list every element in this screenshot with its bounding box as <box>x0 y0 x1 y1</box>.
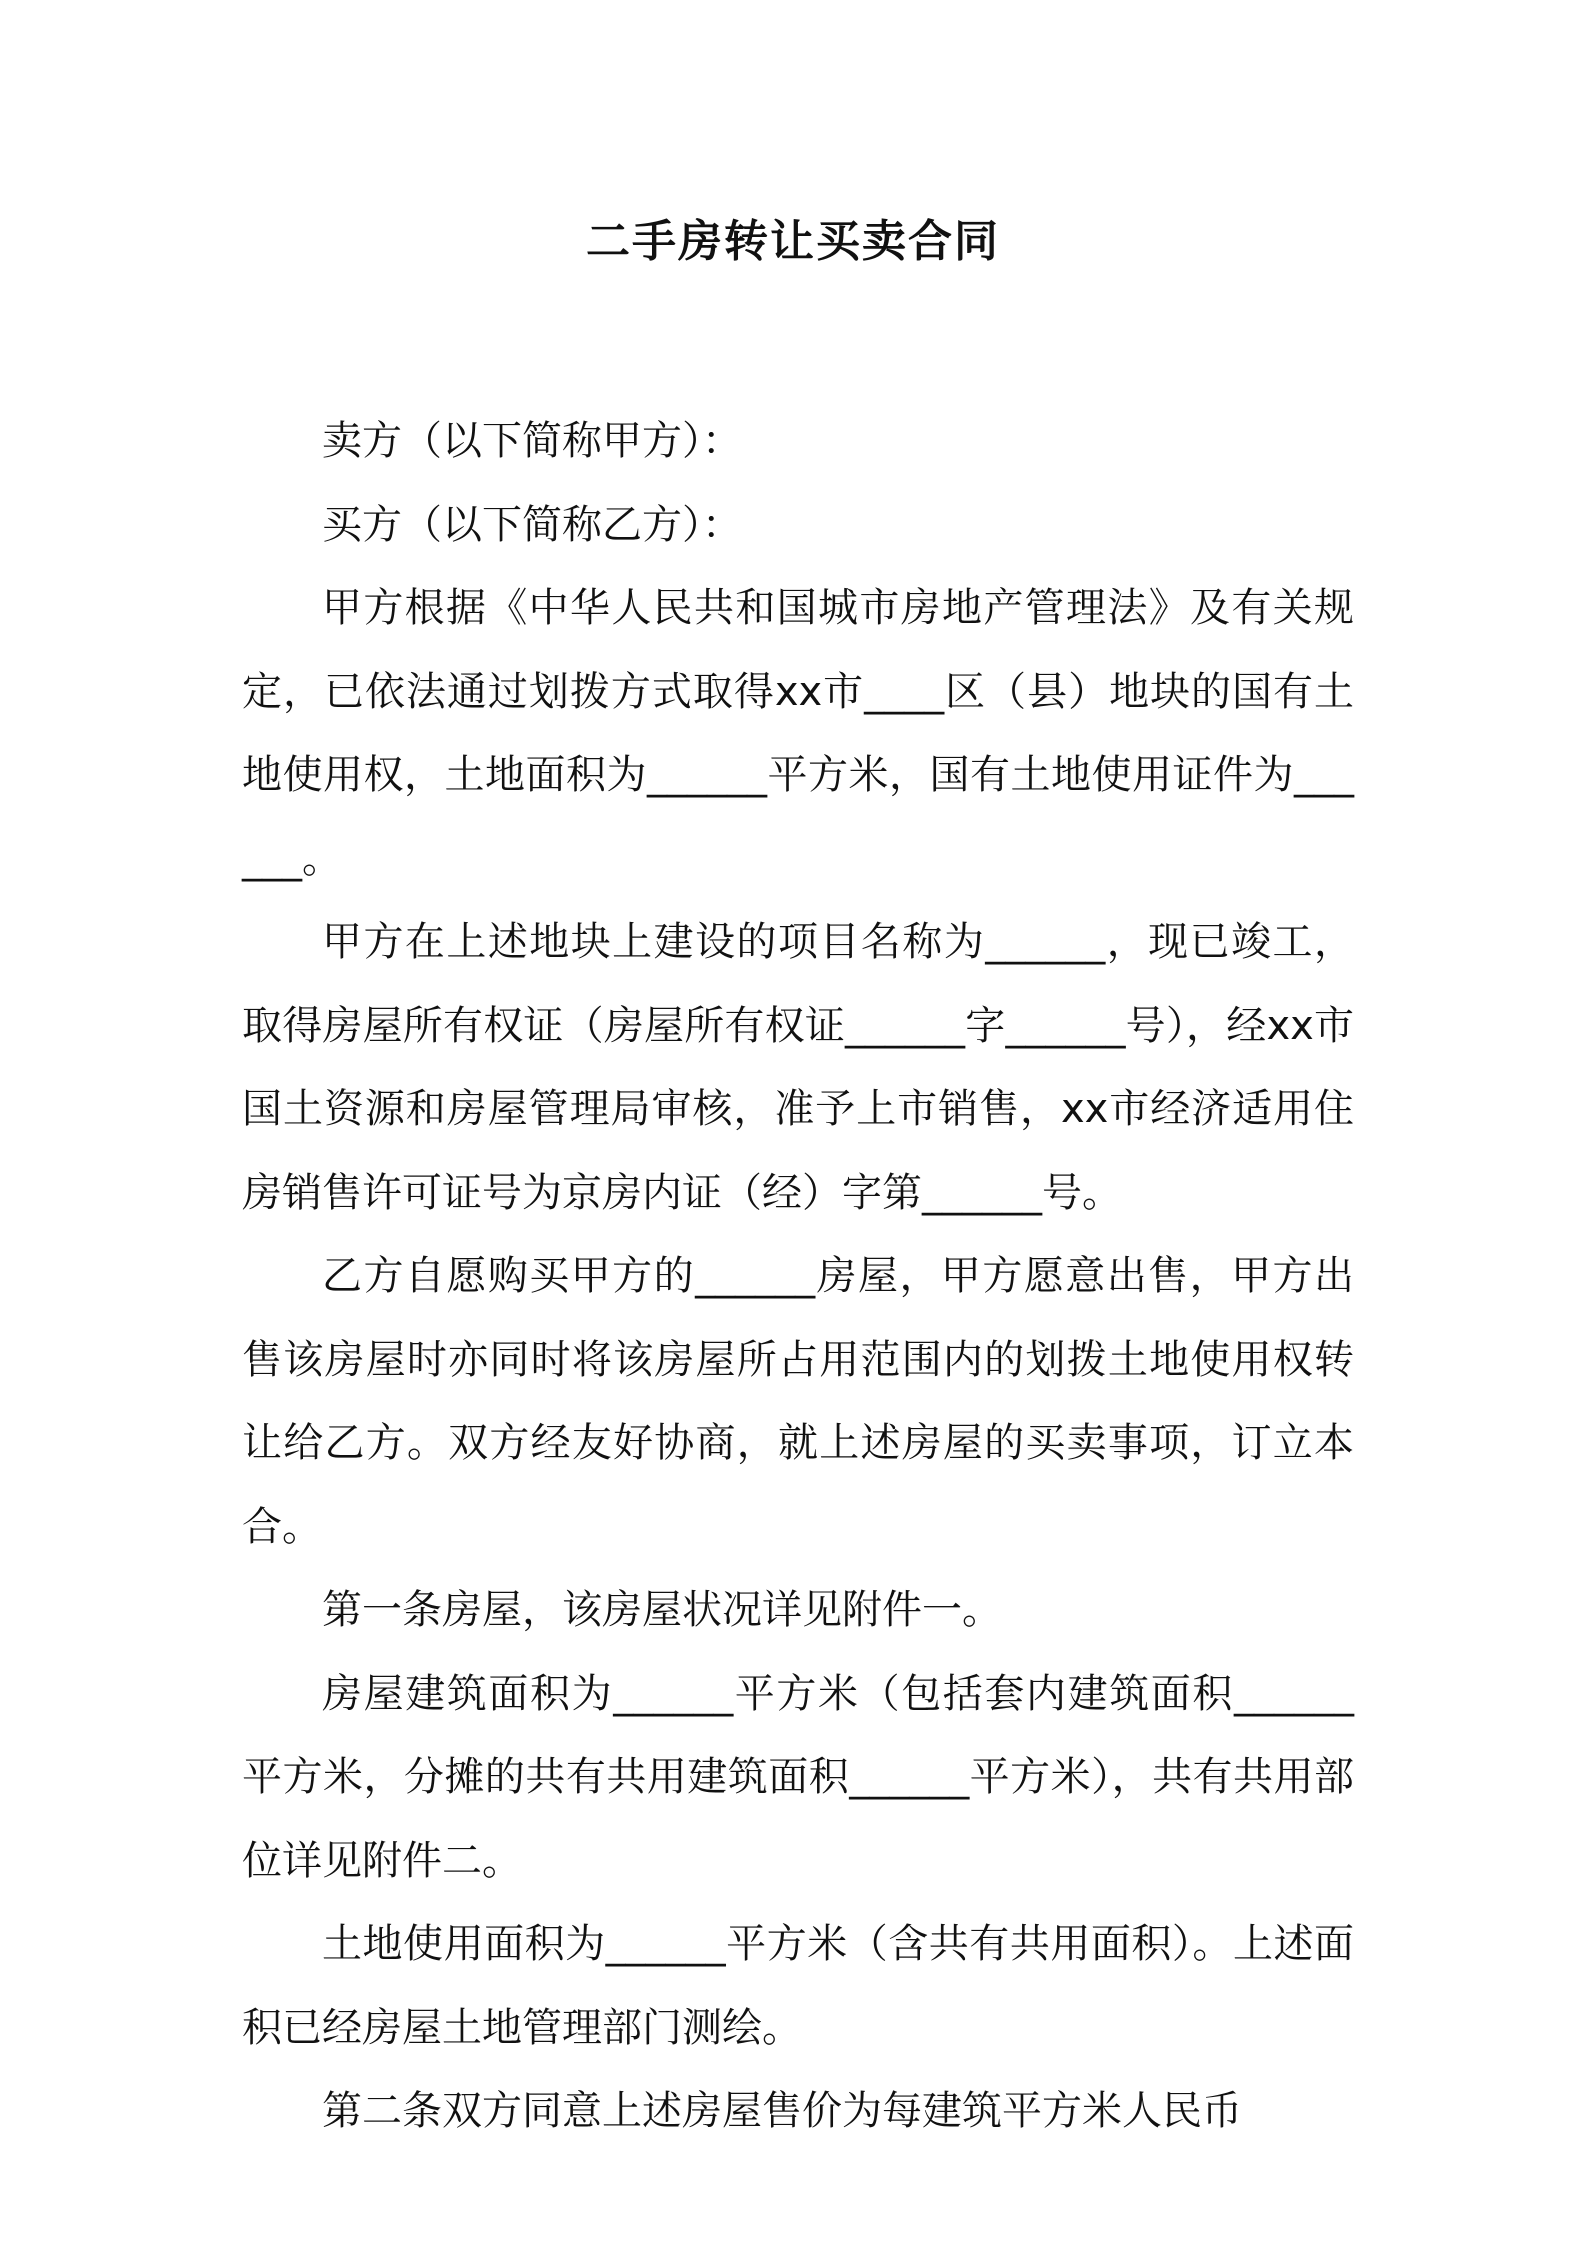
paragraph-project: 甲方在上述地块上建设的项目名称为______，现已竣工，取得房屋所有权证（房屋所有权证______字______号），经xx市国土资源和房屋管理局审核，准予上市销售，xx市经济适用住房销售许可证号为京房内证（经）字第______号。 <box>242 919 1354 1216</box>
paragraph-purchase-intent: 乙方自愿购买甲方的______房屋，甲方愿意出售，甲方出售该房屋时亦同时将该房屋所占用范围内的划拨土地使用权转让给乙方。双方经友好协商，就上述房屋的买卖事项，订立本合。 <box>242 1253 1354 1550</box>
paragraph-land-right: 甲方根据《中华人民共和国城市房地产管理法》及有关规定，已依法通过划拨方式取得xx市____区（县）地块的国有土地使用权，土地面积为______平方米，国有土地使用证件为______。 <box>242 585 1354 882</box>
document-body <box>242 400 1354 2154</box>
paragraph-building-area: 房屋建筑面积为______平方米（包括套内建筑面积______平方米，分摊的共有共用建筑面积______平方米），共有共用部位详见附件二。 <box>242 1670 1354 1884</box>
paragraph-buyer: 买方（以下简称乙方）： <box>322 501 742 548</box>
document-title: 二手房转让买卖合同 <box>586 216 1000 267</box>
paragraph-article-1: 第一条房屋，该房屋状况详见附件一。 <box>322 1587 1002 1633</box>
paragraph-seller: 卖方（以下简称甲方）： <box>322 418 742 464</box>
paragraph-land-area: 土地使用面积为______平方米（含共有共用面积）。上述面积已经房屋土地管理部门测绘。 <box>242 1921 1354 2051</box>
paragraph-article-2: 第二条双方同意上述房屋售价为每建筑平方米人民币 <box>322 2088 1242 2134</box>
